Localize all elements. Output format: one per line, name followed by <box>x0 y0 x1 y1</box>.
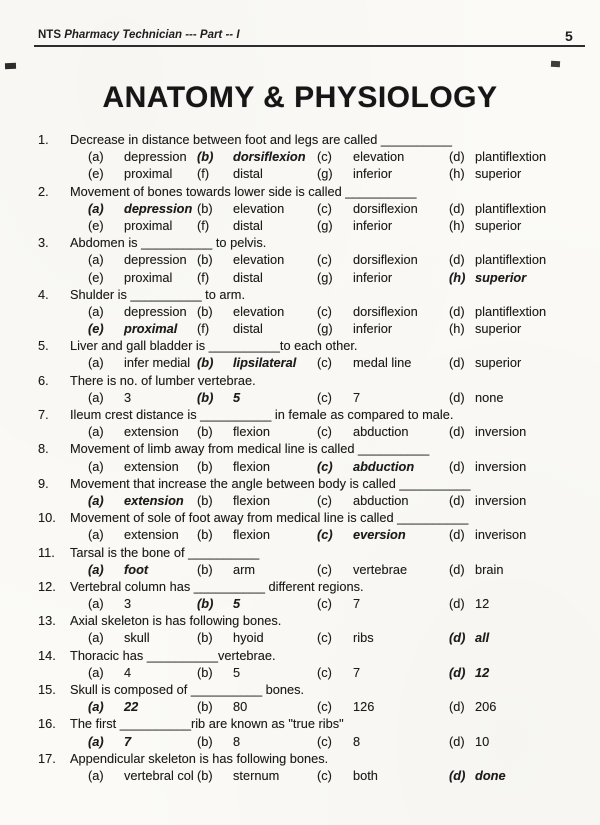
option-letter: (c) <box>317 733 332 749</box>
question-number: 7. <box>38 407 49 422</box>
option-text: superior <box>475 321 522 337</box>
option-row <box>88 561 578 578</box>
option-text: all <box>475 630 490 646</box>
option-text: 3 <box>124 389 132 405</box>
option-text: 80 <box>233 699 248 715</box>
question-text: The first __________rib are known as "true ribs" <box>70 716 344 732</box>
option-letter: (b) <box>197 149 214 165</box>
option-letter: (a) <box>88 149 104 165</box>
option-text: depression <box>124 149 187 165</box>
question-2 <box>38 183 578 235</box>
question-15 <box>38 681 578 715</box>
question-number: 3. <box>38 235 49 251</box>
option-text: dorsiflexion <box>353 303 418 319</box>
question-7 <box>38 406 578 440</box>
option-text: eversion <box>353 527 406 543</box>
question-stem-row <box>38 715 578 732</box>
option-letter: (b) <box>197 389 214 405</box>
option-text: done <box>475 767 506 783</box>
question-stem-row <box>38 475 578 492</box>
option-letter: (e) <box>88 166 104 182</box>
option-text: elevation <box>353 149 405 165</box>
question-4 <box>38 286 578 338</box>
option-letter: (d) <box>449 424 465 440</box>
option-row <box>88 217 578 234</box>
option-text: 5 <box>233 664 241 680</box>
option-text: abduction <box>353 424 409 440</box>
option-letter: (b) <box>197 527 213 543</box>
option-text: inversion <box>475 458 527 474</box>
option-letter: (d) <box>449 527 465 543</box>
option-text: superior <box>475 269 527 285</box>
question-number: 11. <box>38 544 55 560</box>
option-text: foot <box>124 561 149 577</box>
option-text: 10 <box>475 733 490 749</box>
question-number: 14. <box>38 647 56 663</box>
option-text: 5 <box>233 389 241 405</box>
option-letter: (g) <box>317 217 333 233</box>
option-text: dorsiflexion <box>353 252 418 268</box>
option-letter: (b) <box>197 492 213 508</box>
option-letter: (a) <box>88 664 104 680</box>
option-letter: (g) <box>317 166 333 182</box>
option-text: extension <box>124 527 179 543</box>
option-letter: (c) <box>317 699 332 715</box>
option-text: distal <box>233 321 263 337</box>
question-1 <box>38 131 578 183</box>
option-letter: (b) <box>197 200 213 216</box>
option-text: abduction <box>353 492 409 508</box>
option-letter: (a) <box>88 527 104 543</box>
question-stem-row <box>38 372 578 389</box>
question-text: Movement of sole of foot away from medical line is called __________ <box>70 510 469 526</box>
question-number: 6. <box>38 372 49 388</box>
option-row <box>88 526 578 543</box>
option-letter: (a) <box>88 389 104 405</box>
question-stem-row <box>38 647 578 664</box>
option-letter: (d) <box>449 252 465 268</box>
question-stem-row <box>38 578 578 595</box>
question-8 <box>38 440 578 474</box>
option-letter: (a) <box>88 252 104 268</box>
option-row <box>88 595 578 612</box>
header-brand: NTS <box>38 29 61 41</box>
option-text: sternum <box>233 767 280 783</box>
option-letter: (a) <box>88 458 104 474</box>
option-letter: (c) <box>317 630 332 646</box>
question-text: Shulder is __________ to arm. <box>70 286 246 302</box>
question-text: Liver and gall bladder is __________to each other. <box>70 338 358 354</box>
option-text: flexion <box>233 492 270 508</box>
option-text: elevation <box>233 252 285 268</box>
option-text: inferior <box>353 217 393 233</box>
option-text: elevation <box>233 200 285 216</box>
question-stem-row <box>38 406 578 423</box>
option-text: proximal <box>124 269 173 285</box>
option-text: proximal <box>124 217 173 233</box>
option-letter: (d) <box>449 767 466 783</box>
option-text: distal <box>233 217 263 233</box>
option-text: 7 <box>124 733 132 749</box>
question-text: Axial skeleton is has following bones. <box>70 613 282 629</box>
option-letter: (d) <box>449 630 466 646</box>
question-number: 8. <box>38 441 49 457</box>
option-letter: (b) <box>197 303 213 319</box>
option-text: 8 <box>353 733 361 749</box>
option-letter: (d) <box>449 664 466 680</box>
option-letter: (h) <box>449 217 465 233</box>
question-16 <box>38 715 578 749</box>
option-text: dorsiflexion <box>233 149 306 165</box>
question-number: 4. <box>38 286 49 302</box>
question-text: Thoracic has __________vertebrae. <box>70 647 276 663</box>
option-text: medal line <box>353 355 412 371</box>
option-letter: (c) <box>317 596 332 612</box>
option-letter: (g) <box>317 321 333 337</box>
question-17 <box>38 750 578 784</box>
option-text: depression <box>124 252 187 268</box>
option-letter: (c) <box>317 200 332 216</box>
option-letter: (b) <box>197 424 213 440</box>
option-letter: (f) <box>197 321 210 337</box>
option-row <box>88 320 578 337</box>
question-text: There is no. of lumber vertebrae. <box>70 372 256 388</box>
option-text: hyoid <box>233 630 264 646</box>
option-text: abduction <box>353 458 415 474</box>
option-row <box>88 629 578 646</box>
option-letter: (a) <box>88 630 104 646</box>
question-text: Movement of bones towards lower side is called __________ <box>70 183 417 199</box>
option-letter: (b) <box>197 355 214 371</box>
option-letter: (b) <box>197 458 213 474</box>
option-text: 206 <box>475 699 497 715</box>
option-letter: (d) <box>449 458 465 474</box>
question-number: 15. <box>38 682 56 697</box>
option-text: brain <box>475 561 504 577</box>
option-letter: (h) <box>449 321 465 337</box>
option-row <box>88 492 578 509</box>
option-letter: (e) <box>88 321 104 337</box>
option-text: proximal <box>124 321 178 337</box>
question-stem-row <box>38 183 578 200</box>
option-text: skull <box>124 630 150 646</box>
option-letter: (d) <box>449 492 465 508</box>
header-running-title <box>38 29 240 41</box>
option-text: 12 <box>475 596 490 612</box>
question-text: Tarsal is the bone of __________ <box>70 544 260 560</box>
option-text: extension <box>124 492 184 508</box>
option-letter: (a) <box>88 424 104 440</box>
option-text: extension <box>124 424 179 440</box>
question-number: 9. <box>38 475 49 491</box>
question-number: 5. <box>38 338 49 354</box>
option-letter: (d) <box>449 200 465 216</box>
question-stem-row <box>38 750 578 767</box>
option-text: inverison <box>475 527 527 543</box>
option-text: both <box>353 767 378 783</box>
option-text: lipsilateral <box>233 355 297 371</box>
scan-mark-left <box>5 63 16 69</box>
question-stem-row <box>38 612 578 629</box>
option-text: inferior <box>353 269 393 285</box>
question-11 <box>38 544 578 578</box>
option-letter: (c) <box>317 664 332 680</box>
option-letter: (c) <box>317 492 332 508</box>
option-text: depression <box>124 303 187 319</box>
option-text: vertebral col <box>124 767 194 783</box>
option-letter: (b) <box>197 664 213 680</box>
option-row <box>88 733 578 750</box>
option-text: 7 <box>353 596 361 612</box>
option-letter: (b) <box>197 561 213 577</box>
option-text: 22 <box>124 699 139 715</box>
option-letter: (c) <box>317 355 332 371</box>
option-letter: (a) <box>88 200 104 216</box>
option-text: distal <box>233 166 263 182</box>
question-text: Abdomen is __________ to pelvis. <box>70 235 267 251</box>
option-row <box>88 458 578 475</box>
option-letter: (c) <box>317 458 333 474</box>
option-text: extension <box>124 458 179 474</box>
option-letter: (c) <box>317 303 332 319</box>
question-number: 10. <box>38 510 56 526</box>
option-letter: (f) <box>197 166 210 182</box>
question-number: 16. <box>38 716 56 732</box>
option-row <box>88 698 578 715</box>
option-letter: (d) <box>449 389 465 405</box>
question-3 <box>38 234 578 286</box>
option-text: superior <box>475 355 522 371</box>
option-letter: (c) <box>317 389 332 405</box>
option-text: none <box>475 389 504 405</box>
option-text: inferior <box>353 166 393 182</box>
option-letter: (h) <box>449 166 465 182</box>
option-text: ribs <box>353 630 374 646</box>
question-stem-row <box>38 234 578 251</box>
option-letter: (d) <box>449 355 465 371</box>
question-14 <box>38 647 578 681</box>
option-text: 7 <box>353 389 361 405</box>
option-letter: (d) <box>449 303 465 319</box>
option-letter: (d) <box>449 561 465 577</box>
option-letter: (a) <box>88 303 104 319</box>
scan-mark-right <box>551 61 560 67</box>
question-10 <box>38 509 578 543</box>
option-text: infer medial <box>124 355 191 371</box>
option-letter: (d) <box>449 699 465 715</box>
header-subtitle: Pharmacy Technician --- Part -- I <box>61 29 240 41</box>
question-text: Decrease in distance between foot and legs are called __________ <box>70 132 453 147</box>
question-13 <box>38 612 578 646</box>
option-letter: (b) <box>197 252 213 268</box>
option-text: plantiflextion <box>475 200 547 216</box>
option-row <box>88 148 578 165</box>
option-letter: (a) <box>88 492 104 508</box>
option-row <box>88 269 578 286</box>
option-row <box>88 303 578 320</box>
option-letter: (b) <box>197 630 213 646</box>
option-letter: (c) <box>317 252 332 268</box>
question-text: Vertebral column has __________ different regions. <box>70 578 364 594</box>
option-letter: (f) <box>197 269 210 285</box>
option-row <box>88 389 578 406</box>
option-letter: (a) <box>88 596 104 612</box>
question-number: 12. <box>38 578 56 594</box>
option-row <box>88 423 578 440</box>
option-text: inversion <box>475 424 527 440</box>
question-9 <box>38 475 578 509</box>
option-text: 7 <box>353 664 361 680</box>
option-text: plantiflextion <box>475 303 547 319</box>
question-number: 2. <box>38 183 49 199</box>
option-letter: (b) <box>197 767 213 783</box>
option-letter: (d) <box>449 596 465 612</box>
option-letter: (a) <box>88 733 104 749</box>
option-letter: (c) <box>317 767 332 783</box>
option-row <box>88 354 578 371</box>
option-letter: (c) <box>317 149 332 165</box>
option-row <box>88 165 578 182</box>
option-row <box>88 664 578 681</box>
option-letter: (b) <box>197 699 213 715</box>
option-text: flexion <box>233 458 270 474</box>
option-text: vertebrae <box>353 561 408 577</box>
option-text: arm <box>233 561 256 577</box>
option-text: depression <box>124 200 193 216</box>
option-text: proximal <box>124 166 173 182</box>
option-text: 126 <box>353 699 375 715</box>
question-number: 17. <box>38 750 56 766</box>
option-letter: (g) <box>317 269 333 285</box>
option-letter: (b) <box>197 733 213 749</box>
option-letter: (e) <box>88 269 104 285</box>
option-text: plantiflextion <box>475 149 547 165</box>
option-text: elevation <box>233 303 285 319</box>
option-row <box>88 767 578 784</box>
option-text: flexion <box>233 527 270 543</box>
option-text: distal <box>233 269 263 285</box>
option-text: inversion <box>475 492 527 508</box>
question-stem-row <box>38 509 578 526</box>
question-number: 1. <box>38 132 49 147</box>
question-text: Movement that increase the angle between body is called __________ <box>70 475 471 491</box>
option-letter: (d) <box>449 733 465 749</box>
question-text: Movement of limb away from medical line is called __________ <box>70 441 430 457</box>
question-12 <box>38 578 578 612</box>
page-number: 5 <box>565 28 573 44</box>
option-text: superior <box>475 217 522 233</box>
question-5 <box>38 337 578 371</box>
option-text: superior <box>475 166 522 182</box>
option-letter: (a) <box>88 561 104 577</box>
option-letter: (a) <box>88 699 104 715</box>
option-letter: (a) <box>88 767 104 783</box>
option-text: flexion <box>233 424 270 440</box>
question-number: 13. <box>38 613 56 629</box>
option-text: 8 <box>233 733 241 749</box>
option-text: dorsiflexion <box>353 200 418 216</box>
question-list <box>38 131 578 784</box>
question-stem-row <box>38 131 578 148</box>
option-text: 4 <box>124 664 132 680</box>
header-rule <box>34 45 585 47</box>
option-letter: (c) <box>317 561 332 577</box>
page-title: ANATOMY & PHYSIOLOGY <box>102 81 498 114</box>
option-letter: (c) <box>317 424 332 440</box>
question-stem-row <box>38 681 578 698</box>
option-text: 3 <box>124 596 132 612</box>
option-text: inferior <box>353 321 393 337</box>
option-row <box>88 251 578 268</box>
option-letter: (a) <box>88 355 104 371</box>
option-text: 5 <box>233 596 241 612</box>
question-stem-row <box>38 544 578 561</box>
question-text: Ileum crest distance is __________ in female as compared to male. <box>70 407 454 422</box>
question-stem-row <box>38 286 578 303</box>
option-letter: (b) <box>197 596 214 612</box>
question-text: Appendicular skeleton is has following bones. <box>70 750 329 766</box>
option-letter: (e) <box>88 217 104 233</box>
question-6 <box>38 372 578 406</box>
question-stem-row <box>38 337 578 354</box>
question-text: Skull is composed of __________ bones. <box>70 682 305 697</box>
question-stem-row <box>38 440 578 457</box>
option-text: 12 <box>475 664 490 680</box>
option-letter: (f) <box>197 217 210 233</box>
option-row <box>88 200 578 217</box>
option-letter: (h) <box>449 269 466 285</box>
option-letter: (d) <box>449 149 465 165</box>
option-text: plantiflextion <box>475 252 547 268</box>
option-letter: (c) <box>317 527 333 543</box>
